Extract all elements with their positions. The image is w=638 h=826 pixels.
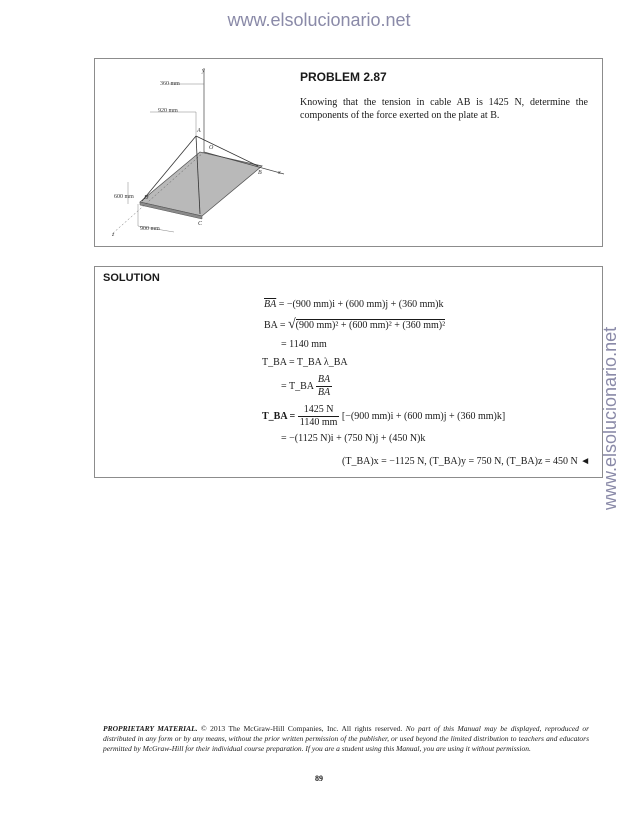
axis-z-label: z [112,232,115,238]
watermark-side: www.elsolucionario.net [600,326,620,510]
equation-2: BA = √(900 mm)² + (600 mm)² + (360 mm)² [264,317,446,332]
footer-notice [103,724,589,754]
problem-text: Knowing that the tension in cable AB is 1425 N, determine the components of the force exerted on the plate at B. [300,97,588,121]
equation-5-num: BA [317,374,331,385]
axis-x-label: x [278,170,281,176]
equation-5-fraction [316,374,332,399]
problem-title: PROBLEM 2.87 [300,70,387,84]
dim-600: 600 mm [114,194,134,200]
equation-1-rhs: = −(900 mm)i + (600 mm)j + (360 mm)k [276,299,444,310]
problem-figure [108,64,298,242]
equation-6-num: 1425 N [298,404,340,417]
dim-360: 360 mm [160,81,180,87]
solution-box [94,266,603,478]
point-c: C [198,221,203,227]
final-answer: (T_BA)x = −1125 N, (T_BA)y = 750 N, (T_BA)z = 450 N ◄ [342,456,591,467]
point-o: O [209,145,214,151]
axis-y-label: y [202,68,205,74]
equation-5-pre: = T_BA [281,380,314,392]
dim-920: 920 mm [158,108,178,114]
dim-900: 900 mm [140,226,160,232]
equation-1 [264,299,443,311]
equation-6-fraction [298,404,340,429]
equation-6 [262,404,505,429]
vector-ba: $\overline{BA}$ [264,299,277,310]
footer-notice-text: No part of this Manual may be displayed, reproduced or distributed in any form or by any means, without the prior written permission of the publisher, or used beyond the limited distribution to teachers and educators permitted by McGraw-Hill for their individual course preparation. If you are a student using this Manual, you are using it without permission. [103,724,590,753]
equation-2-lhs: BA = [264,320,288,331]
equation-5 [281,374,332,399]
equation-2-rhs: (900 mm)² + (600 mm)² + (360 mm)² [295,320,446,331]
footer-lead: PROPRIETARY MATERIAL. [103,724,198,733]
point-a: A [197,128,201,134]
equation-7: = −(1125 N)i + (750 N)j + (450 N)k [281,433,426,444]
point-d: D [144,195,149,201]
footer-copyright: © 2013 The McGraw-Hill Companies, Inc. All rights reserved. [201,724,403,733]
equation-3: = 1140 mm [281,339,327,350]
watermark-top: www.elsolucionario.net [227,10,411,30]
solution-title: SOLUTION [103,272,160,284]
equation-6-rhs: [−(900 mm)i + (600 mm)j + (360 mm)k] [341,410,506,422]
point-b: B [258,170,262,176]
equation-5-den: BA [317,387,331,398]
page-number: 89 [315,774,323,783]
equation-6-den: 1140 mm [299,417,338,428]
equation-6-lhs: T_BA = [262,410,298,422]
equation-4: T_BA = T_BA λ_BA [262,357,348,368]
